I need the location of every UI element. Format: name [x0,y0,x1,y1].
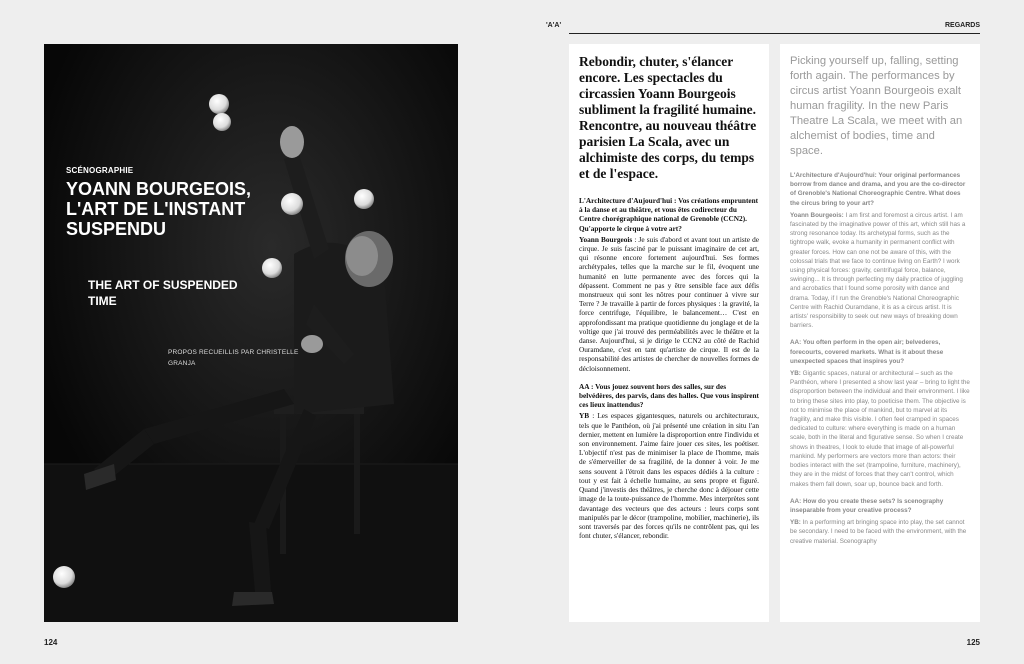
english-question-1: L'Architecture d'Aujourd'hui: Your original performances borrow from dance and drama, and you are the co-director of Grenoble's National Choreographic Centre. What does the circus bring to your art? [790,172,966,207]
english-answer-2 [790,369,970,489]
french-answer-1-text: : Je suis d'abord et avant tout un artiste de cirque. Je suis fasciné par le puissant imaginaire de cet art, qui résonne encore fortement aujourd'hui. Ses formes archétypales, telles que la marche sur le fil, évoquent une humanité en lutte permanente avec des forces qui la dépassent. Comment ne pas y être sensible face aux défis monstrueux qui sont les nôtres pour continuer à vivre sur Terre ? Je travaille à partir de forces physiques : la gravité, la force centrifuge, l'équilibre, le balancement… C'est en approfondissant ma pratique quotidienne du jonglage et de la voltige que j'ai trouvé des perméabilités avec le théâtre et la danse. Aujourd'hui, si je dirige le CCN2 au côté de Rachid Ouramdane, c'est en tant qu'artiste de cirque. Il est de la responsabilité des artistes de chercher de nouvelles formes de décloisonnement. [579,234,759,373]
french-lead: Rebondir, chuter, s'élancer encore. Les spectacles du circassien Yoann Bourgeois subliment la fragilité humaine. Rencontre, au nouveau théâtre parisien La Scala, avec un alchimiste des corps, du temps et de l'espace. [579,54,757,181]
article-credit: PROPOS RECUEILLIS PAR CHRISTELLE GRANJA [168,349,299,367]
english-speaker-3: YB: [790,519,801,527]
french-answer-1 [579,235,759,373]
english-column [780,44,980,622]
right-page [512,0,1024,664]
english-answer-2-text: Gigantic spaces, natural or architectural – such as the Panthéon, where I presented a show last year – bring to light the disproportion between the individual and their environment. I like to bring these sites into play, to poeticise them. The objective is not to minimise the place of mankind, but to marvel at its fragility, and make this visible. I often feel cramped in spaces dedicated to culture: where everything is made on a human scale, both in the literal and figurative sense. So when I create shows in theatres, I look to elude that image of all-powerful mankind. My performers are vectors more than actors: their bodies interact with the set (trampoline, furniture, machinery), they are in the midst of forces that they can't control, which makes them fall down, soar up, bounce back and forth. [790,370,970,488]
english-question-3: AA: How do you create these sets? Is scenography inseparable from your creative process? [790,497,944,514]
juggler-illustration [44,44,458,622]
english-question-2: AA: You often perform in the open air; belvederes, forecourts, covered markets. What is it about these unexpected spaces that inspires you? [790,339,944,365]
english-answer-3 [790,518,970,546]
header-rule [569,33,980,34]
french-answer-2 [579,411,759,540]
french-speaker-1: Yoann Bourgeois [579,234,633,244]
juggler-photo [44,44,458,622]
english-answer-1 [790,211,970,331]
english-answer-3-text: In a performing art bringing space into play, the set cannot be secondary. I need to be faced with the environment, with the creative material. Scenography [790,519,967,545]
english-speaker-2: YB: [790,370,801,378]
page-number-left: 124 [44,638,58,647]
article-subtitle: THE ART OF SUSPENDED TIME [88,278,238,308]
french-column [569,44,769,622]
french-question-1: L'Architecture d'Aujourd'hui : Vos créations empruntent à la danse et au théâtre, et vous êtes codirecteur du Centre chorégraphique national de Grenoble (CCN2). Qu'apporte le cirque à votre art? [579,196,759,233]
article-title: YOANN BOURGEOIS, L'ART DE L'INSTANT SUSPENDU [66,179,252,239]
page-number-right: 125 [966,638,980,647]
magazine-logo: 'A'A' [546,22,562,29]
section-header: REGARDS [944,22,980,29]
english-speaker-1: Yoann Bourgeois: [790,211,844,219]
french-question-2: AA : Vous jouez souvent hors des salles, sur des belvédères, des parvis, dans des halles. Que vous inspirent ces lieux inattendus? [579,381,759,410]
section-kicker: SCÉNOGRAPHIE [66,166,134,175]
english-answer-1-text: I am first and foremost a circus artist. I am fascinated by the imaginative power of this art, which still has a strong resonance today. Its archetypal forms, such as the tightrope walk, evoke a humanity in permanent conflict with greater forces. How can one not be aware of this, with the colossal trials that we face to continue living on Earth? I work using physical forces: gravity, centrifugal force, balance, swinging... It is through perfecting my daily practice of juggling and acrobatics that I found some porosity with dance and drama. Today, if I run the Grenoble's National Choreographic Centre with Rachid Ouramdane, it is as a circus artist. It is artists' responsibility to seek out new ways of breaking down barriers. [790,211,966,330]
english-lead: Picking yourself up, falling, setting forth again. The performances by circus artist Yoann Bourgeois exalt human fragility. In the new Paris Theatre La Scala, we meet with an alchemist of bodies, time and space. [790,55,963,157]
french-speaker-2: YB [579,411,590,421]
french-answer-2-text: : Les espaces gigantesques, naturels ou architecturaux, tels que le Panthéon, où j'ai présenté une création in situ l'an dernier, mettent en lumière la disproportion entre l'individu et son environnement. J'aime faire jouer ces sites, les poétiser. L'objectif n'est pas de minimiser la place de l'homme, mais de s'émerveiller de sa fragilité, de la donner à voir. Je me sens souvent à l'étroit dans les espaces dédiés à la culture : tout y est fait à échelle humaine, au sens propre et figuré. Quand j'investis des théâtres, je cherche donc à déjouer cette image de la toute-puissance de l'homme. Mes interprètes sont davantage des vecteurs que des acteurs : leurs corps sont manipulés par le décor (trampoline, mobilier, machinerie), ils sont traversés par des forces qu'ils ne contrôlent pas, qui les font chuter, s'élancer, rebondir. [579,411,759,541]
